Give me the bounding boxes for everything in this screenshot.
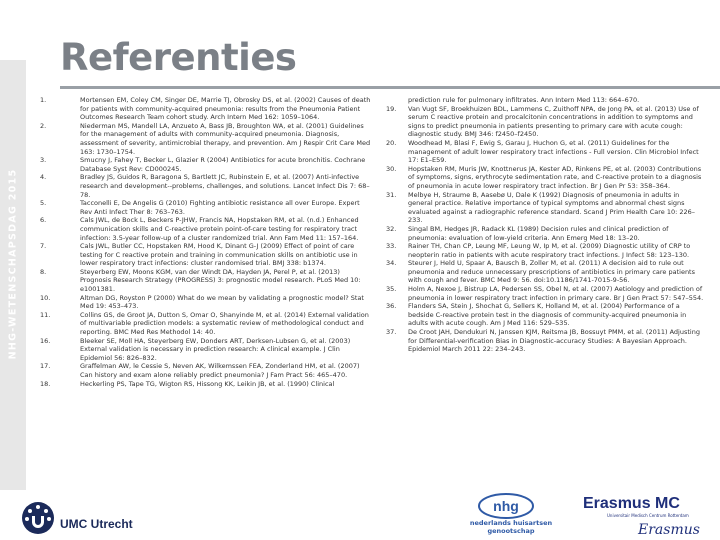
reference-text: Woodhead M, Blasi F, Ewig S, Garau J, Huchon G, et al. (2011) Guidelines for the management of adult lower respiratory tract infections - Full version. Clin Microbiol Infect 17: E1–E59. bbox=[408, 138, 699, 165]
reference-item bbox=[40, 380, 372, 389]
reference-number: 19. bbox=[386, 104, 397, 113]
reference-text: Collins GS, de Groot JA, Dutton S, Omar O, Shanyinde M, et al. (2014) External validation of multivariable prediction models: a systematic review of methodological conduct and reporting. BMC Med Res Methodol 14: 40. bbox=[80, 310, 369, 337]
umc-utrecht-label: UMC Utrecht bbox=[60, 517, 133, 531]
reference-item bbox=[40, 156, 372, 173]
reference-number: 33. bbox=[386, 242, 397, 251]
title-divider bbox=[60, 86, 720, 89]
reference-item bbox=[386, 191, 704, 225]
reference-number: 30. bbox=[386, 164, 397, 173]
reference-number: 18. bbox=[40, 379, 51, 388]
reference-item bbox=[40, 311, 372, 337]
reference-text: Niederman MS, Mandell LA, Anzueto A, Bass JB, Broughton WA, et al. (2001) Guidelines for the management of adults with community-acquired pneumonia. Diagnosis, assessment of severity, antimicrobial therapy, and prevention. Am J Respir Crit Care Med 163: 1730–1754. bbox=[80, 121, 371, 156]
reference-item bbox=[386, 259, 704, 285]
reference-number: 1. bbox=[40, 96, 47, 104]
reference-text: Melbye H, Straume B, Aasebø U, Dale K (1992) Diagnosis of pneumonia in adults in general practice. Relative importance of typical symptoms and abnormal chest signs evaluated against a radiographic reference standard. Scand J Prim Health Care 10: 226–233. bbox=[408, 190, 696, 225]
reference-text: Van Vugt SF, Broekhuizen BDL, Lammens C, Zuithoff NPA, de Jong PA, et al. (2013) Use of serum C reactive protein and procalcitonin concentrations in addition to symptoms and signs to predict pneumonia in patients presenting to primary care with acute cough: diagnostic study. BMJ 346: f2450–f2450. bbox=[408, 104, 699, 139]
erasmus-signature: Erasmus bbox=[638, 522, 700, 538]
reference-number: 36. bbox=[386, 302, 397, 311]
nhg-label: nederlands huisartsen genootschap bbox=[469, 519, 553, 535]
reference-number: 32. bbox=[386, 224, 397, 233]
page-title: Referenties bbox=[60, 36, 297, 79]
references-left-column bbox=[40, 96, 372, 388]
reference-item bbox=[40, 242, 372, 268]
reference-text: Bleeker SE, Moll HA, Steyerberg EW, Donders ART, Derksen-Lubsen G, et al. (2003) External validation is necessary in prediction research: A clinical example. J Clin Epidemiol 56: 826–832. bbox=[80, 336, 351, 362]
reference-number: 8. bbox=[40, 267, 47, 276]
reference-item bbox=[40, 294, 372, 311]
reference-item bbox=[40, 199, 372, 216]
reference-number: 35. bbox=[386, 285, 397, 294]
erasmus-mc-label: Erasmus MC bbox=[583, 495, 680, 512]
reference-number: 34. bbox=[386, 259, 397, 268]
reference-number: 4. bbox=[40, 173, 47, 182]
erasmus-signature-icon bbox=[636, 518, 700, 540]
reference-text: Steyerberg EW, Moons KGM, van der Windt DA, Hayden JA, Perel P, et al. (2013) Prognosis Research Strategy (PROGRESS) 3: prognostic model research. PLoS Med 10: e1001381. bbox=[80, 267, 361, 294]
reference-number: 31. bbox=[386, 190, 397, 199]
nhg-logo-icon bbox=[475, 492, 537, 520]
reference-text: Singal BM, Hedges JR, Radack KL (1989) Decision rules and clinical prediction of pneumonia: evaluation of low-yield criteria. Ann Emerg Med 18: 13–20. bbox=[408, 224, 669, 242]
reference-number: 3. bbox=[40, 156, 47, 165]
reference-item bbox=[386, 96, 704, 105]
reference-item bbox=[40, 362, 372, 379]
reference-text: Tacconelli E, De Angelis G (2010) Fighting antibiotic resistance all over Europe. Expert Rev Anti Infect Ther 8: 763–763. bbox=[80, 199, 360, 216]
reference-number: 7. bbox=[40, 242, 47, 251]
references-right-column bbox=[386, 96, 704, 354]
reference-item bbox=[386, 225, 704, 242]
reference-number: 5. bbox=[40, 199, 47, 208]
reference-text: Mortensen EM, Coley CM, Singer DE, Marrie TJ, Obrosky DS, et al. (2002) Causes of death for patients with community-acquired pneumonia: results from the Pneumonia Patient Outcomes Research Team cohort study. Arch Intern Med 162: 1059–1064. bbox=[80, 96, 371, 122]
reference-number: 16. bbox=[40, 336, 51, 345]
reference-number: 10. bbox=[40, 293, 51, 302]
reference-text: Cals JWL, Butler CC, Hopstaken RM, Hood K, Dinant G-J (2009) Effect of point of care testing for C reactive protein and training in communication skills on antibiotic use in lower respiratory tract infections: cluster randomised trial. BMJ 338: b1374. bbox=[80, 242, 358, 268]
reference-number: 2. bbox=[40, 121, 47, 130]
reference-text: Cals JWL, de Bock L, Beckers P-JHW, Francis NA, Hopstaken RM, et al. (n.d.) Enhanced communication skills and C-reactive protein point-of-care testing for respiratory tract infection: 3.5-year follow-up of a cluster randomized trial. Ann Fam Med 11: 157–164. bbox=[80, 216, 359, 242]
erasmus-tagline: Universitair Medisch Centrum Rotterdam bbox=[607, 513, 689, 518]
reference-text: Graffelman AW, le Cessie S, Neven AK, Wilkemssen FEA, Zonderland HM, et al. (2007) Can history and exam alone reliably predict pneumonia? J Fam Pract 56: 465–470. bbox=[80, 362, 360, 379]
reference-text: Hopstaken RM, Muris JW, Knottnerus JA, Kester AD, Rinkens PE, et al. (2003) Contributions of symptoms, signs, erythrocyte sedimentation rate, and C-reactive protein to a diagnosis of pneumonia in acute lower respiratory tract infection. Br J Gen Pr 53: 358–364. bbox=[408, 164, 702, 190]
reference-item bbox=[386, 328, 704, 354]
reference-text: Heckerling PS, Tape TG, Wigton RS, Hissong KK, Leikin JB, et al. (1990) Clinical bbox=[80, 379, 335, 388]
nhg-mark: nhg bbox=[493, 498, 519, 514]
reference-number: 6. bbox=[40, 216, 47, 225]
reference-item bbox=[40, 337, 372, 363]
reference-item bbox=[386, 285, 704, 302]
reference-item bbox=[40, 216, 372, 242]
reference-text: prediction rule for pulmonary infiltrates. Ann Intern Med 113: 664–670. bbox=[408, 96, 640, 104]
reference-item bbox=[40, 268, 372, 294]
umc-utrecht-logo-icon bbox=[20, 500, 56, 536]
reference-item bbox=[386, 165, 704, 191]
reference-text: Smucny J, Fahey T, Becker L, Glazier R (2004) Antibiotics for acute bronchitis. Cochrane Database Syst Rev: CD000245. bbox=[80, 156, 366, 173]
reference-text: Bradley JS, Guidos R, Baragona S, Bartlett JC, Rubinstein E, et al. (2007) Anti-infective research and development--problems, challenges, and solutions. Lancet Infect Dis 7: 68–78. bbox=[80, 173, 370, 199]
reference-text: Altman DG, Royston P (2000) What do we mean by validating a prognostic model? Stat Med 19: 453–473. bbox=[80, 293, 364, 311]
reference-item bbox=[386, 139, 704, 165]
reference-item bbox=[386, 242, 704, 259]
reference-text: Holm A, Nexoe J, Bistrup LA, Pedersen SS, Obel N, et al. (2007) Aetiology and prediction of pneumonia in lower respiratory tract infection in primary care. Br J Gen Pract 57: 547–554. bbox=[408, 285, 704, 302]
reference-number: 11. bbox=[40, 310, 51, 319]
reference-number: 37. bbox=[386, 328, 397, 337]
reference-text: Flanders SA, Stein J, Shochat G, Sellers K, Holland M, et al. (2004) Performance of a bedside C-reactive protein test in the diagnosis of community-acquired pneumonia in adults with acute cough. Am J Med 116: 529–535. bbox=[408, 302, 687, 328]
reference-item bbox=[40, 122, 372, 156]
reference-item bbox=[40, 173, 372, 199]
reference-item bbox=[386, 302, 704, 328]
reference-number: 20. bbox=[386, 138, 397, 147]
reference-text: De Croot JAH, Dendukuri N, Janssen KJM, Reitsma JB, Bossuyt PMM, et al. (2011) Adjusting for Differential-verification Bias in Diagnostic-accuracy Studies: A Bayesian Approach. Epidemiol March 2011 22: 234–243. bbox=[408, 328, 700, 354]
reference-text: Rainer TH, Chan CP, Leung MF, Leung W, Ip M, et al. (2009) Diagnostic utility of CRP to neopterin ratio in patients with acute respiratory tract infections. J Infect 58: 123–130. bbox=[408, 242, 691, 259]
reference-item bbox=[40, 96, 372, 122]
reference-text: Steurer J, Held U, Spaar A, Bausch B, Zoller M, et al. (2011) A decision aid to rule out pneumonia and reduce unnecessary prescriptions of antibiotics in primary care patients with cough and fever. BMC Med 9: 56. doi:10.1186/1741-7015-9-56. bbox=[408, 259, 695, 285]
reference-item bbox=[386, 105, 704, 139]
reference-number: 17. bbox=[40, 362, 51, 371]
